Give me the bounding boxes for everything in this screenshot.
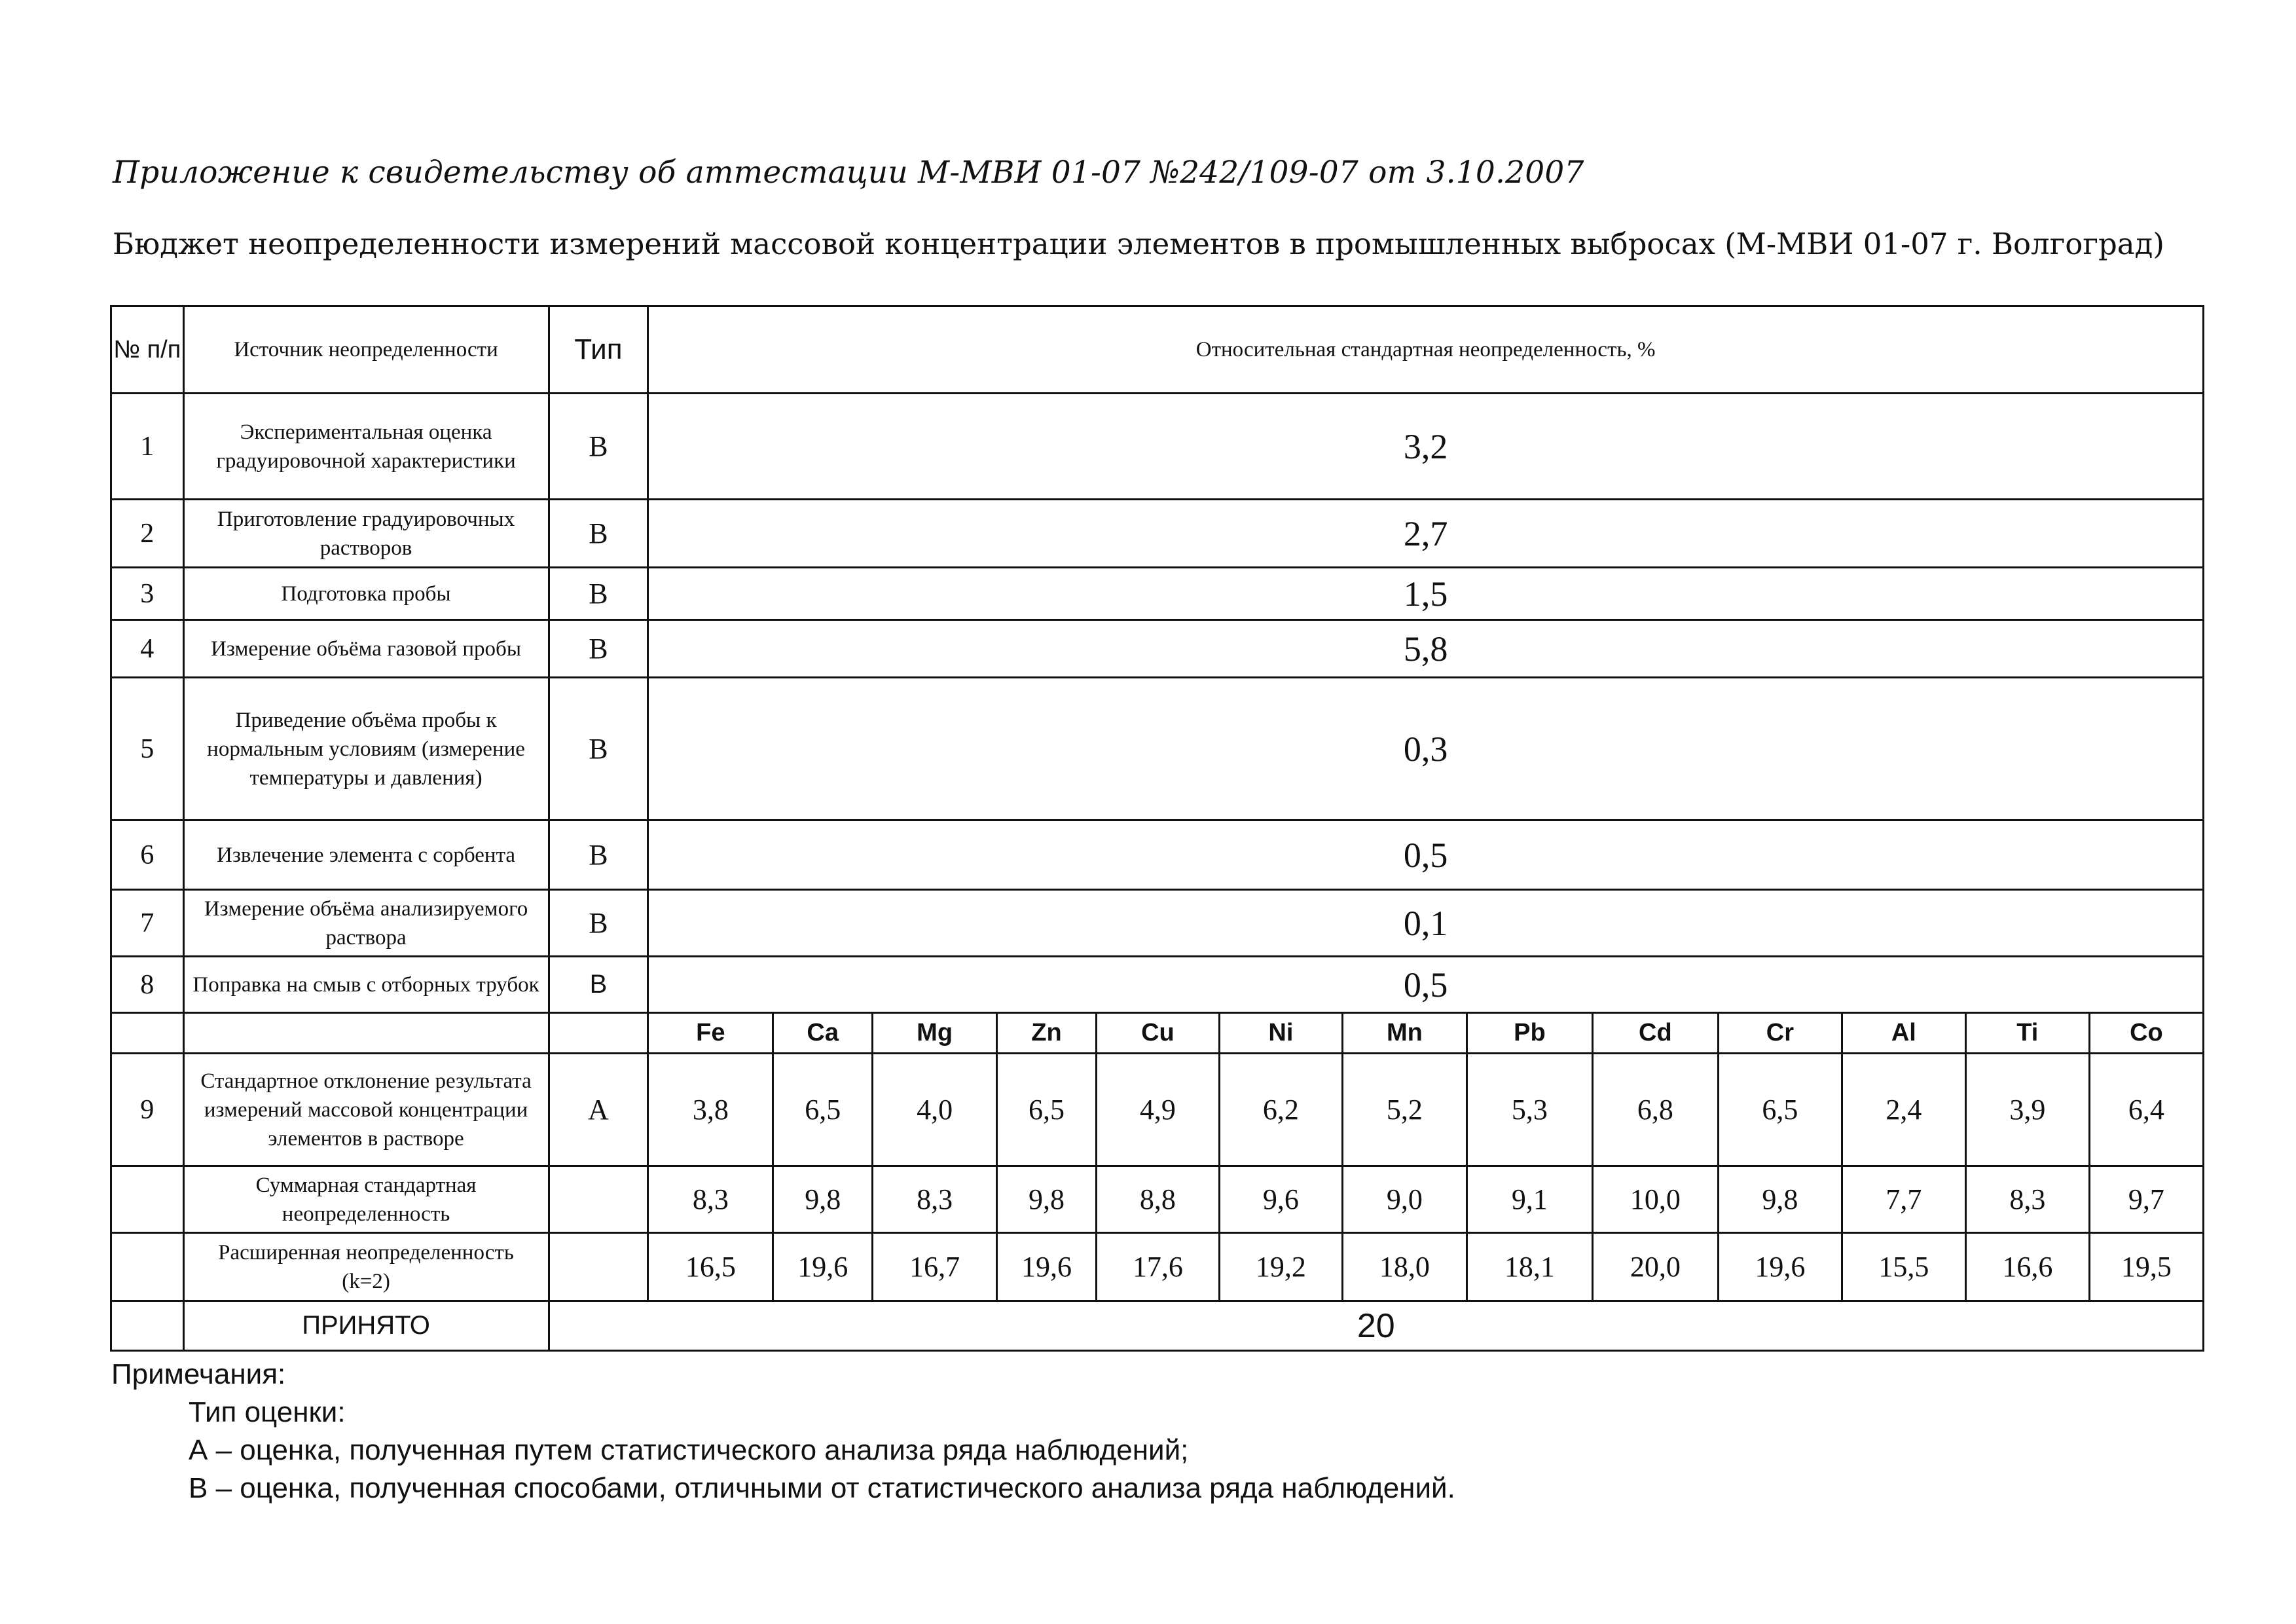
header-num: № п/п [111,306,184,394]
table-row [111,568,2204,620]
row-type: В [549,394,648,500]
table-row [111,890,2204,957]
element-header: Cd [1592,1013,1718,1054]
row-source: Подготовка пробы [183,568,549,620]
element-header: Ni [1219,1013,1342,1054]
row9-value: 2,4 [1842,1054,1965,1166]
element-header: Al [1842,1013,1965,1054]
row-value: 2,7 [648,500,2204,568]
empty-cell [111,1013,184,1054]
header-type: Тип [549,306,648,394]
notes-type-heading: Тип оценки: [189,1396,346,1428]
empty-cell [111,1301,184,1351]
combined-value: 9,8 [1718,1166,1842,1233]
empty-cell [111,1166,184,1233]
expanded-value: 18,1 [1467,1233,1592,1301]
row-type: В [549,620,648,678]
row-num: 7 [111,890,184,957]
expanded-value: 19,6 [997,1233,1097,1301]
row-type: В [549,821,648,890]
row-source: Измерение объёма газовой пробы [183,620,549,678]
empty-cell [111,1233,184,1301]
element-header: Fe [648,1013,773,1054]
row9-value: 5,2 [1342,1054,1467,1166]
combined-value: 9,0 [1342,1166,1467,1233]
combined-value: 10,0 [1592,1166,1718,1233]
table-row [111,821,2204,890]
combined-value: 9,1 [1467,1166,1592,1233]
element-header: Zn [997,1013,1097,1054]
element-header: Ti [1965,1013,2089,1054]
header-source: Источник неопределенности [183,306,549,394]
row-value: 3,2 [648,394,2204,500]
combined-value: 7,7 [1842,1166,1965,1233]
combined-value: 9,6 [1219,1166,1342,1233]
row-num: 6 [111,821,184,890]
table-row [111,678,2204,821]
uncertainty-budget-table [110,305,2204,1352]
row9-value: 3,8 [648,1054,773,1166]
expanded-value: 15,5 [1842,1233,1965,1301]
row-value: 0,5 [648,821,2204,890]
element-header: Mg [873,1013,997,1054]
row-value: 1,5 [648,568,2204,620]
note-type-b: В – оценка, полученная способами, отличными от статистического анализа ряда наблюдений. [189,1472,1455,1504]
elements-header-row [111,1013,2204,1054]
expanded-value: 20,0 [1592,1233,1718,1301]
notes-block [111,1356,1455,1507]
row-value: 0,1 [648,890,2204,957]
expanded-value: 19,2 [1219,1233,1342,1301]
row9-value: 5,3 [1467,1054,1592,1166]
notes-heading: Примечания: [111,1358,286,1390]
row9-value: 6,5 [997,1054,1097,1166]
combined-value: 9,8 [997,1166,1097,1233]
expanded-value: 19,6 [1718,1233,1842,1301]
row-num: 1 [111,394,184,500]
row-num: 3 [111,568,184,620]
row9-value: 4,9 [1096,1054,1219,1166]
empty-cell [183,1013,549,1054]
expanded-value: 16,7 [873,1233,997,1301]
combined-uncertainty-row [111,1166,2204,1233]
row-type: В [549,678,648,821]
element-header: Co [2089,1013,2203,1054]
table-row [111,394,2204,500]
row-source: Измерение объёма анализируемого раствора [183,890,549,957]
accepted-value: 20 [549,1301,2203,1351]
row9-value: 3,9 [1965,1054,2089,1166]
row-num: 8 [111,957,184,1013]
row9-value: 6,2 [1219,1054,1342,1166]
expanded-uncertainty-row [111,1233,2204,1301]
expanded-value: 17,6 [1096,1233,1219,1301]
table-caption: Бюджет неопределенности измерений массовой концентрации элементов в промышленных выбросах (М-МВИ 01-07 г. Волгоград) [113,227,2164,261]
row-value: 5,8 [648,620,2204,678]
row-type: А [549,1054,648,1166]
element-header: Mn [1342,1013,1467,1054]
row-source: Приготовление градуировочных растворов [183,500,549,568]
row-source: Поправка на смыв с отборных трубок [183,957,549,1013]
expanded-value: 16,5 [648,1233,773,1301]
row-type: В [549,890,648,957]
header-relative-uncertainty: Относительная стандартная неопределенность, % [648,306,2204,394]
empty-cell [549,1233,648,1301]
combined-value: 9,8 [773,1166,873,1233]
row-type: В [549,500,648,568]
expanded-value: 19,5 [2089,1233,2203,1301]
row9-value: 6,5 [773,1054,873,1166]
combined-value: 8,8 [1096,1166,1219,1233]
table-row [111,500,2204,568]
row-value: 0,3 [648,678,2204,821]
expanded-label: Расширенная неопределенность (k=2) [183,1233,549,1301]
row-source: Извлечение элемента с сорбента [183,821,549,890]
expanded-value: 18,0 [1342,1233,1467,1301]
row9-value: 4,0 [873,1054,997,1166]
row9-value: 6,5 [1718,1054,1842,1166]
table-row [111,620,2204,678]
combined-value: 8,3 [873,1166,997,1233]
row-source: Экспериментальная оценка градуировочной характеристики [183,394,549,500]
row-num: 4 [111,620,184,678]
element-header: Ca [773,1013,873,1054]
row-source: Стандартное отклонение результата измерений массовой концентрации элементов в растворе [183,1054,549,1166]
row-type: В [549,957,648,1013]
row-num: 2 [111,500,184,568]
accepted-row [111,1301,2204,1351]
expanded-value: 19,6 [773,1233,873,1301]
element-header: Cu [1096,1013,1219,1054]
empty-cell [549,1166,648,1233]
table-row [111,957,2204,1013]
element-header: Cr [1718,1013,1842,1054]
row-source: Приведение объёма пробы к нормальным условиям (измерение температуры и давления) [183,678,549,821]
row-num: 5 [111,678,184,821]
row9-value: 6,4 [2089,1054,2203,1166]
document-title: Приложение к свидетельству об аттестации М-МВИ 01-07 №242/109-07 от 3.10.2007 [113,155,1584,191]
combined-label: Суммарная стандартная неопределенность [183,1166,549,1233]
empty-cell [549,1013,648,1054]
accepted-label: ПРИНЯТО [183,1301,549,1351]
table-row [111,1054,2204,1166]
row-num: 9 [111,1054,184,1166]
header-row [111,306,2204,394]
row-type: В [549,568,648,620]
element-header: Pb [1467,1013,1592,1054]
row-value: 0,5 [648,957,2204,1013]
combined-value: 9,7 [2089,1166,2203,1233]
note-type-a: А – оценка, полученная путем статистического анализа ряда наблюдений; [189,1434,1189,1466]
combined-value: 8,3 [648,1166,773,1233]
combined-value: 8,3 [1965,1166,2089,1233]
row9-value: 6,8 [1592,1054,1718,1166]
expanded-value: 16,6 [1965,1233,2089,1301]
